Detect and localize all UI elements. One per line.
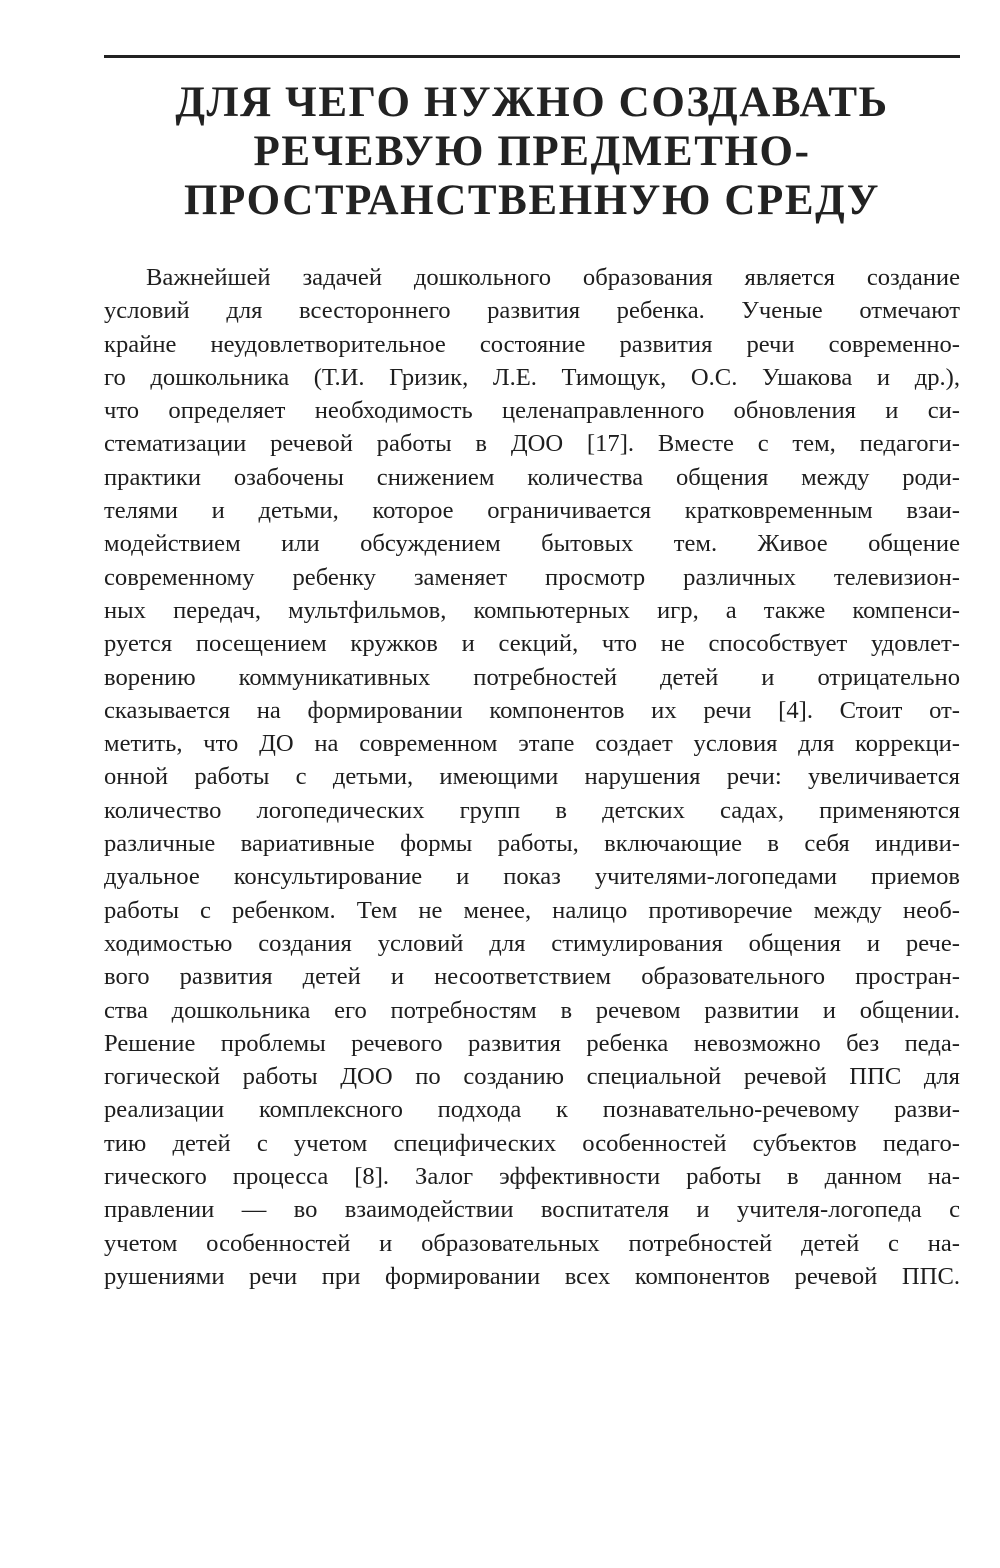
header-rule [104, 55, 960, 58]
text-line: онной работы с детьми, имеющими нарушения речи: увеличивается [104, 763, 960, 791]
text-line: что определяет необходимость целенаправленного обновления и си- [104, 397, 960, 425]
text-line: руется посещением кружков и секций, что не способствует удовлет- [104, 630, 960, 658]
heading-line: ПРОСТРАНСТВЕННУЮ СРЕДУ [183, 177, 880, 224]
text-line: практики озабочены снижением количества общения между роди- [104, 463, 960, 491]
text-line: тию детей с учетом специфических особенностей субъектов педаго- [104, 1129, 960, 1157]
text-line: стематизации речевой работы в ДОО [17]. Вместе с тем, педагоги- [104, 430, 960, 458]
text-line: реализации комплексного подхода к познавательно-речевому разви- [104, 1096, 960, 1124]
text-line: ходимостью создания условий для стимулирования общения и рече- [104, 929, 960, 957]
text-line: вого развития детей и несоответствием образовательного простран- [104, 963, 960, 991]
text-line: Важнейшей задачей дошкольного образования является создание [146, 264, 960, 291]
text-line: работы с ребенком. Тем не менее, налицо противоречие между необ- [104, 896, 960, 924]
text-line: количество логопедических групп в детских садах, применяются [104, 796, 960, 824]
text-line: ворению коммуникативных потребностей детей и отрицательно [104, 663, 960, 691]
text-line: метить, что ДО на современном этапе создает условия для коррекци- [104, 730, 960, 758]
heading-line: ДЛЯ ЧЕГО НУЖНО СОЗДАВАТЬ [175, 79, 889, 126]
text-line: Решение проблемы речевого развития ребенка невозможно без педа- [104, 1029, 960, 1057]
text-line: различные вариативные формы работы, включающие в себя индиви- [104, 830, 960, 858]
text-line: ства дошкольника его потребностям в речевом развитии и общении. [104, 996, 960, 1024]
heading-line: РЕЧЕВУЮ ПРЕДМЕТНО- [253, 128, 811, 175]
text-line: дуальное консультирование и показ учителями-логопедами приемов [104, 863, 960, 891]
text-line: телями и детьми, которое ограничивается кратковременным взаи- [104, 497, 960, 525]
text-line: учетом особенностей и образовательных потребностей детей с на- [104, 1229, 960, 1257]
body-paragraph [104, 261, 960, 1293]
text-line: го дошкольника (Т.И. Гризик, Л.Е. Тимощук, О.С. Ушакова и др.), [104, 363, 960, 391]
text-line: условий для всестороннего развития ребенка. Ученые отмечают [104, 297, 960, 325]
text-line: правлении — во взаимодействии воспитателя и учителя-логопеда с [104, 1196, 960, 1224]
text-line: гогической работы ДОО по созданию специальной речевой ППС для [104, 1063, 960, 1091]
text-line: современному ребенку заменяет просмотр различных телевизион- [104, 563, 960, 591]
text-line: крайне неудовлетворительное состояние развития речи современно- [104, 330, 960, 358]
chapter-heading [104, 78, 960, 225]
text-line: ных передач, мультфильмов, компьютерных игр, а также компенси- [104, 596, 960, 624]
text-line: рушениями речи при формировании всех компонентов речевой ППС. [104, 1262, 960, 1290]
text-line: гического процесса [8]. Залог эффективности работы в данном на- [104, 1163, 960, 1191]
text-line: модействием или обсуждением бытовых тем. Живое общение [104, 530, 960, 558]
text-line: сказывается на формировании компонентов их речи [4]. Стоит от- [104, 696, 960, 724]
